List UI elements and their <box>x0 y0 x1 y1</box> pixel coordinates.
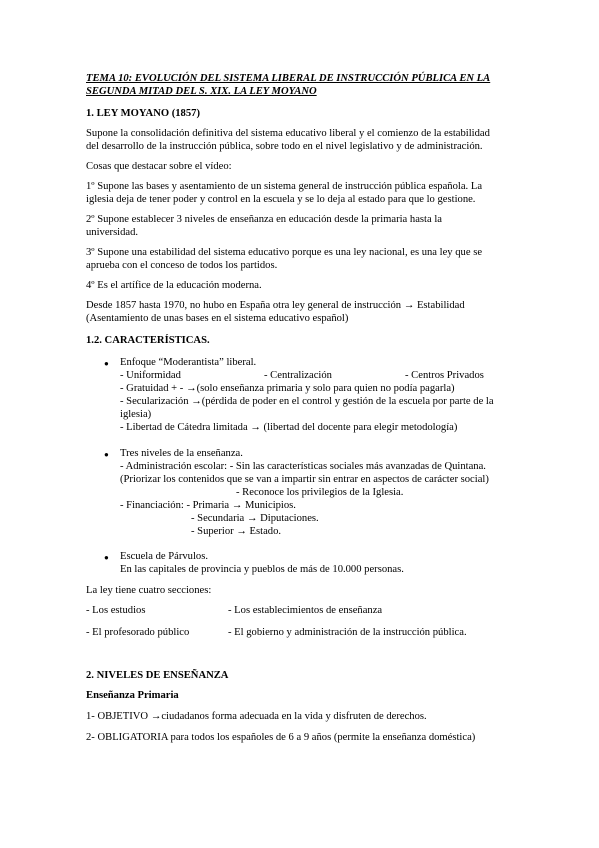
bullet-2-line-4: - Financiación: - Primaria → Municipios. <box>120 500 296 511</box>
bullet-3-line-1: En las capitales de provincia y pueblos de más de 10.000 personas. <box>120 564 404 575</box>
bullet-2-line-6: - Superior → Estado. <box>191 526 282 537</box>
law-section-1: - Los estudios <box>86 605 146 616</box>
point-3-line-1: 3º Supone una estabilidad del sistema educativo porque es una ley nacional, es una ley que se <box>86 247 483 258</box>
title-line-1: TEMA 10: EVOLUCIÓN DEL SISTEMA LIBERAL DE INSTRUCCIÓN PÚBLICA EN LA <box>86 73 491 84</box>
section-2-heading: 2. NIVELES DE ENSEÑANZA <box>86 670 229 681</box>
stability-line-2: (Asentamiento de unas bases en el sistema educativo español) <box>86 313 349 324</box>
law-section-3: - El profesorado público <box>86 627 190 638</box>
stability-line-1: Desde 1857 hasta 1970, no hubo en España otra ley general de instrucción → Estabilidad <box>86 300 465 311</box>
bullet-icon: ● <box>104 450 109 459</box>
intro-line-1: Supone la consolidación definitiva del sistema educativo liberal y el comienzo de la estabilidad <box>86 128 490 139</box>
section-2-subheading: Enseñanza Primaria <box>86 690 179 701</box>
bullet-1-col-1: - Uniformidad <box>120 370 181 381</box>
video-label: Cosas que destacar sobre el vídeo: <box>86 161 232 172</box>
bullet-2-line-1: - Administración escolar: - Sin las características sociales más avanzadas de Quintana. <box>120 461 486 472</box>
title-line-2: SEGUNDA MITAD DEL S. XIX. LA LEY MOYANO <box>86 86 317 97</box>
bullet-1-line-5: - Libertad de Cátedra limitada → (libertad del docente para elegir metodología) <box>120 422 458 433</box>
primary-item-2: 2- OBLIGATORIA para todos los españoles de 6 a 9 años (permite la enseñanza doméstica) <box>86 732 476 743</box>
bullet-1-line-2: - Gratuidad + - →(solo enseñanza primaria y solo para quien no podía pagarla) <box>120 383 455 394</box>
point-3-line-2: aprueba con el conceso de todos los partidos. <box>86 260 278 271</box>
bullet-1-col-3: - Centros Privados <box>405 370 484 381</box>
bullet-2-head: Tres niveles de la enseñanza. <box>120 448 243 459</box>
intro-line-2: del desarrollo de la instrucción pública, sobre todo en el nivel legislativo y de administración. <box>86 141 483 152</box>
bullet-2-line-3: - Reconoce los privilegios de la Iglesia. <box>236 487 404 498</box>
sections-label: La ley tiene cuatro secciones: <box>86 585 212 596</box>
bullet-2-line-5: - Secundaria → Diputaciones. <box>191 513 319 524</box>
bullet-1-head: Enfoque “Moderantista” liberal. <box>120 357 257 368</box>
section-1-2-heading: 1.2. CARACTERÍSTICAS. <box>86 335 210 346</box>
bullet-1-line-4: iglesia) <box>120 409 152 420</box>
section-1-heading: 1. LEY MOYANO (1857) <box>86 108 200 119</box>
bullet-1-col-2: - Centralización <box>264 370 332 381</box>
bullet-3-head: Escuela de Párvulos. <box>120 551 208 562</box>
point-2-line-2: universidad. <box>86 227 139 238</box>
law-section-2: - Los establecimientos de enseñanza <box>228 605 383 616</box>
primary-item-1: 1- OBJETIVO →ciudadanos forma adecuada en la vida y disfruten de derechos. <box>86 711 427 722</box>
bullet-icon: ● <box>104 359 109 368</box>
bullet-icon: ● <box>104 553 109 562</box>
point-2-line-1: 2º Supone establecer 3 niveles de enseñanza en educación desde la primaria hasta la <box>86 214 442 225</box>
point-4: 4º Es el artífice de la educación moderna. <box>86 280 262 291</box>
law-section-4: - El gobierno y administración de la instrucción pública. <box>228 627 467 638</box>
bullet-1-line-3: - Secularización →(pérdida de poder en el control y gestión de la escuela por parte de la <box>120 396 494 407</box>
point-1-line-2: iglesia deja de tener poder y control en la escuela y se lo deja al estado para que lo gestione. <box>86 194 476 205</box>
point-1-line-1: 1º Supone las bases y asentamiento de un sistema general de instrucción pública española. La <box>86 181 483 192</box>
bullet-2-line-2: (Priorizar los contenidos que se van a impartir sin entrar en aspectos de carácter social) <box>120 474 489 485</box>
